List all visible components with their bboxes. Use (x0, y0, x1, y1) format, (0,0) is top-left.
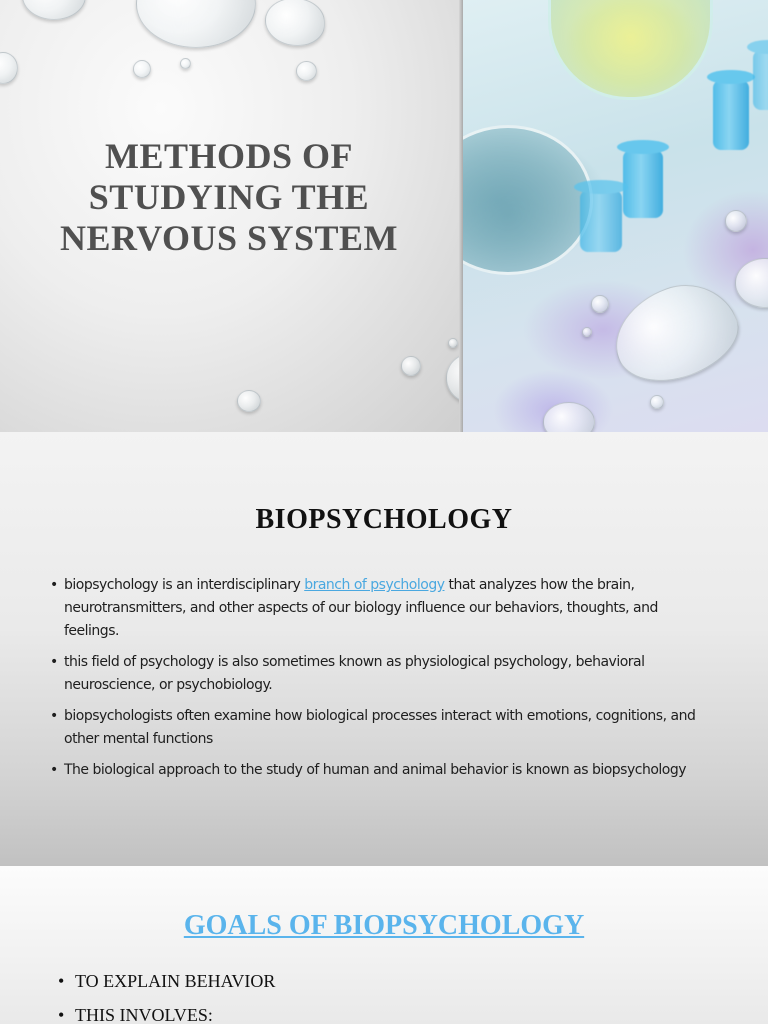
title-line: STUDYING THE (88, 177, 370, 217)
vial-shape (753, 50, 768, 110)
water-drop-decoration (401, 356, 421, 376)
water-drop-decoration (601, 269, 749, 396)
bullet-text: THIS INVOLVES: (75, 1005, 213, 1024)
bullet-text: biopsychologists often examine how biological processes interact with emotions, cognitions, and other mental functions (64, 708, 696, 747)
list-item (58, 1004, 275, 1024)
bullet-text: this field of psychology is also sometimes known as physiological psychology, behavioral neuroscience, or psychobiology. (64, 654, 645, 693)
vial-shape (623, 150, 663, 218)
list-item (50, 651, 700, 697)
presentation-title (20, 136, 438, 259)
bullet-icon: • (50, 654, 58, 670)
branch-of-psychology-link[interactable]: branch of psychology (304, 577, 445, 593)
bullet-icon: • (50, 762, 58, 778)
water-drop-decoration (725, 210, 747, 232)
title-slide (0, 0, 768, 432)
title-line: METHODS OF (104, 136, 354, 176)
bullet-list (58, 970, 275, 1024)
list-item (50, 574, 700, 643)
water-drop-decoration (237, 390, 261, 412)
bullet-text: that analyzes how the brain, neurotransmitters, and other aspects of our biology influence our behaviors, thoughts, and feelings. (64, 577, 658, 639)
vial-shape (713, 80, 749, 150)
title-line: NERVOUS SYSTEM (59, 218, 399, 258)
laboratory-glassware-photo (463, 0, 768, 432)
water-drop-decoration (136, 0, 256, 48)
water-drop-decoration (448, 338, 458, 348)
bullet-icon: • (50, 708, 58, 724)
bullet-icon: • (50, 577, 58, 593)
water-drop-decoration (0, 52, 18, 84)
water-drop-decoration (133, 60, 151, 78)
water-drop-decoration (296, 61, 317, 81)
goals-heading-link[interactable]: GOALS OF BIOPSYCHOLOGY (183, 910, 585, 941)
bullet-icon: • (58, 1005, 65, 1024)
water-drop-decoration (591, 295, 609, 313)
vial-shape (580, 190, 622, 252)
petri-dish-shape (463, 125, 593, 275)
water-drop-decoration (543, 402, 595, 432)
goals-slide (0, 866, 768, 1024)
bullet-icon: • (58, 971, 65, 991)
bullet-text: biopsychology is an interdisciplinary (64, 577, 305, 593)
list-item (50, 705, 700, 751)
bullet-text: The biological approach to the study of human and animal behavior is known as biopsychology (64, 762, 687, 778)
water-drop-decoration (650, 395, 664, 409)
title-panel (0, 0, 460, 432)
bullet-text: TO EXPLAIN BEHAVIOR (75, 971, 276, 991)
slide-heading: BIOPSYCHOLOGY (255, 504, 513, 535)
beaker-shape (548, 0, 713, 100)
water-drop-decoration (265, 0, 325, 46)
water-drop-decoration (22, 0, 86, 20)
water-drop-decoration (582, 327, 592, 337)
water-drop-decoration (180, 58, 191, 69)
bullet-list (50, 574, 700, 790)
water-drop-decoration (735, 258, 768, 308)
list-item (58, 970, 275, 992)
biopsychology-slide (0, 432, 768, 866)
list-item (50, 759, 700, 782)
